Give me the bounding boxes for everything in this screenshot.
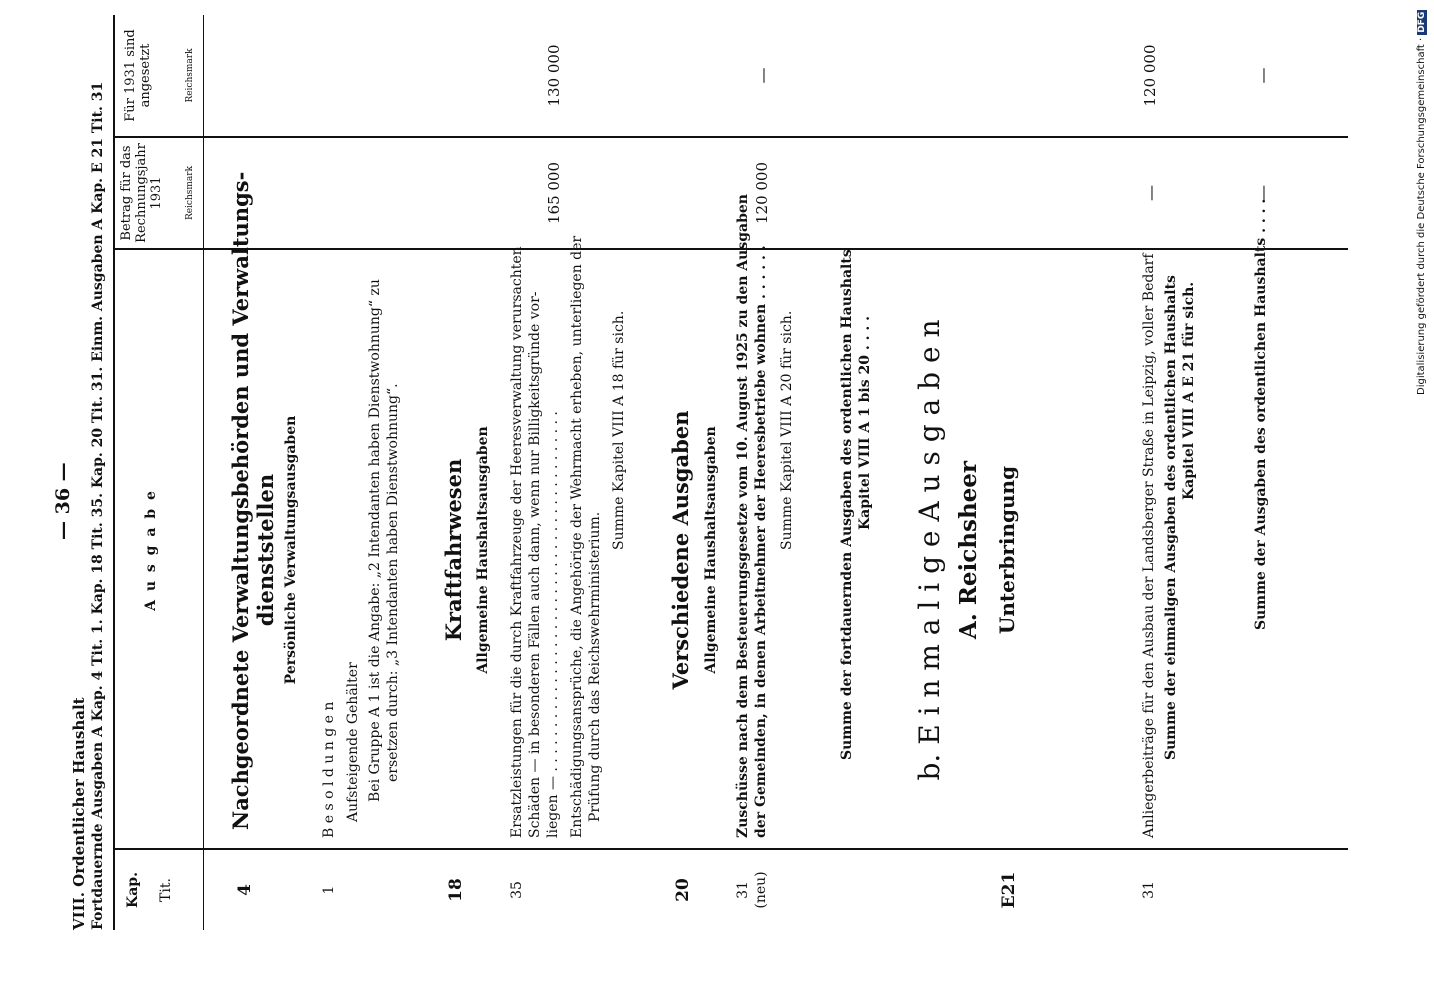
- running-header: Fortdauernde Ausgaben A Kap. 4 Tit. 1. Kap. 18 Tit. 35. Kap. 20 Tit. 31. Einm. Ausgaben A Kap. E 21 Tit. 31: [90, 81, 106, 930]
- section-subtitle: A. Reichsheer: [955, 460, 982, 640]
- kap-subtitle: Allgemeine Haushaltsausgaben: [703, 426, 719, 674]
- sum-line: Kapitel VIII A 1 bis 20 . . . .: [857, 316, 873, 530]
- kap-number: 4: [235, 884, 255, 896]
- entry-text: ersetzen durch: „3 Intendanten haben Dienstwohnung“.: [385, 383, 401, 782]
- amount-prior: —: [753, 67, 772, 84]
- amount-1931: 165 000: [545, 161, 563, 225]
- kap-subtitle: Allgemeine Haushaltsausgaben: [475, 426, 491, 674]
- tit-number: 31: [1141, 881, 1157, 899]
- rotated-document-page: [52, 10, 1370, 970]
- sum-line: Summe Kapitel VIII A 18 für sich.: [611, 310, 627, 550]
- kap-subtitle: Persönliche Verwaltungsausgaben: [283, 415, 299, 685]
- sum-line: Summe Kapitel VIII A 20 für sich.: [779, 310, 795, 550]
- betrag-column-rule: [113, 136, 1348, 138]
- amount-prior: —: [1253, 67, 1272, 84]
- betrag-header: Betrag für das Rechnungsjahr 1931: [119, 143, 164, 243]
- tit-number: 1: [321, 885, 337, 895]
- kap-title: Kraftfahrwesen: [441, 458, 466, 642]
- ausgabe-header: A u s g a b e: [143, 489, 159, 611]
- amount-1931: —: [1141, 185, 1160, 201]
- section-heading: VIII. Ordentlicher Haushalt: [70, 697, 88, 930]
- vorjahr-unit: Reichsmark: [185, 48, 195, 103]
- amount-prior: 120 000: [1141, 44, 1159, 107]
- kap-number: E21: [999, 871, 1019, 909]
- kap-title: Unterbringung: [995, 465, 1019, 635]
- header-rule: [203, 15, 204, 930]
- kap-number: 18: [446, 878, 466, 902]
- table-top-rule: [113, 15, 115, 930]
- tit-number: 31: [735, 881, 751, 899]
- vorjahr-header: Für 1931 sind angesetzt: [123, 29, 153, 122]
- entry-text: Zuschüsse nach dem Besteuerungsgesetze vom 10. August 1925 zu den Ausgaben: [735, 194, 751, 838]
- entry-text: Entschädigungsansprüche, die Angehörige der Wehrmacht erheben, unterliegen der: [569, 235, 585, 838]
- amount-1931: 120 000: [753, 161, 771, 225]
- entry-text: der Gemeinden, in denen Arbeitnehmer der Heeresbetriebe wohnen . . . . . .: [753, 245, 769, 838]
- amount-prior: 130 000: [545, 44, 563, 107]
- entry-text: B e s o l d u n g e n: [321, 701, 337, 838]
- sum-line: Summe der Ausgaben des ordentlichen Haushalts . . . .: [1253, 198, 1269, 630]
- entry-text: Prüfung durch das Reichswehrministerium.: [587, 511, 603, 822]
- credit-text: Digitalisierung gefördert durch die Deutsche Forschungsgemeinschaft ·: [1416, 37, 1427, 395]
- tit-number: 35: [509, 881, 525, 899]
- section-title: b. E i n m a l i g e A u s g a b e n: [913, 319, 946, 781]
- amount-1931: —: [1253, 185, 1272, 201]
- sum-line: Summe der fortdauernden Ausgaben des ordentlichen Haushalts: [839, 249, 855, 760]
- kap-title: Nachgeordnete Verwaltungsbehörden und Verwaltungs-: [228, 171, 253, 830]
- sum-line: Summe der einmaligen Ausgaben des ordentlichen Haushalts: [1163, 275, 1179, 760]
- kap-number: 20: [673, 878, 693, 902]
- entry-text: Aufsteigende Gehälter: [345, 662, 361, 822]
- entry-text: Anliegerbeiträge für den Ausbau der Landsberger Straße in Leipzig, voller Bedarf: [1141, 253, 1157, 838]
- kap-header: Kap.: [125, 872, 141, 908]
- digitization-credit: [1414, 10, 1434, 395]
- kap-title: Verschiedene Ausgaben: [668, 410, 693, 690]
- entry-text: liegen — . . . . . . . . . . . . . . . . . . . . . . . . . . . . . . . . . . . . . . . . .: [545, 411, 561, 838]
- kap-title-cont: dienststellen: [253, 473, 278, 627]
- entry-text: Bei Gruppe A 1 ist die Angabe: „2 Intendanten haben Dienstwohnung“ zu: [367, 279, 383, 802]
- betrag-unit: Reichsmark: [185, 165, 195, 221]
- tit-new-marker: (neu): [753, 871, 769, 909]
- sum-line: Kapitel VIII A E 21 für sich.: [1181, 281, 1197, 500]
- entry-text: Schäden — in besonderen Fällen auch dann, wenn nur Billigkeitsgründe vor-: [527, 291, 543, 838]
- budget-table: [113, 15, 1348, 930]
- tit-header: Tit.: [158, 878, 174, 902]
- entry-text: Ersatzleistungen für die durch Kraftfahrzeuge der Heeresverwaltung verursachten: [509, 246, 525, 838]
- dfg-logo: DFG: [1417, 11, 1427, 33]
- page-number: — 36 —: [52, 462, 74, 540]
